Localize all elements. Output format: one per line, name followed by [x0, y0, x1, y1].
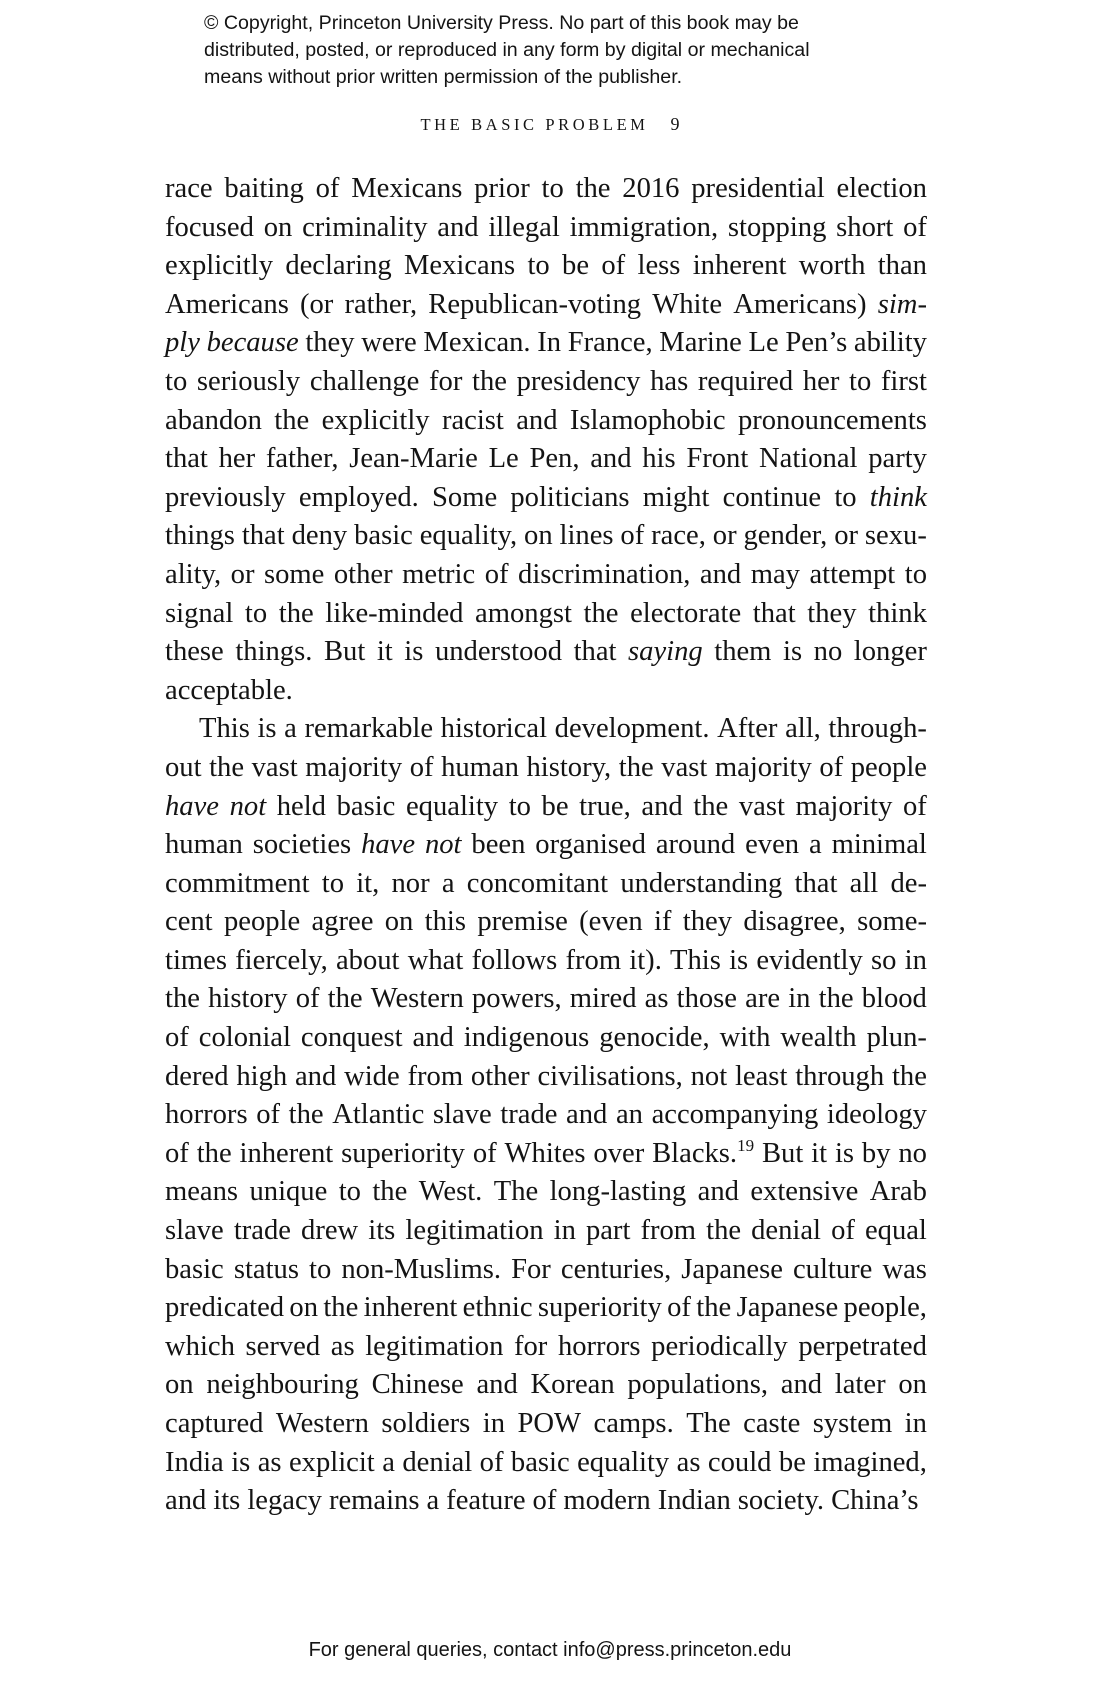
copyright-line: distributed, posted, or reproduced in any form by digital or mechanical — [204, 39, 810, 61]
text-line: previously employed. Some politicians might continue to think — [165, 481, 927, 513]
text-line: out the vast majority of human history, the vast majority of people — [165, 751, 927, 783]
text-line: India is as explicit a denial of basic equality as could be imagined, — [165, 1446, 927, 1478]
text-line: of colonial conquest and indigenous genocide, with wealth plun- — [165, 1022, 927, 1054]
text-line: basic status to non-Muslims. For centuries, Japanese culture was — [165, 1253, 927, 1285]
running-head — [0, 114, 1100, 135]
text-line: abandon the explicitly racist and Islamophobic pronouncements — [165, 404, 927, 436]
text-line: horrors of the Atlantic slave trade and an accompanying ideology — [165, 1099, 927, 1131]
text-line: and its legacy remains a feature of modern Indian society. China’s — [165, 1485, 919, 1517]
copyright-line: means without prior written permission of the publisher. — [204, 66, 683, 88]
text-line: which served as legitimation for horrors periodically perpetrated — [165, 1330, 927, 1362]
footer-contact: For general queries, contact info@press.princeton.edu — [308, 1639, 792, 1661]
text-line: ality, or some other metric of discrimination, and may attempt to — [165, 558, 927, 590]
page-number: 9 — [670, 114, 680, 134]
text-line: explicitly declaring Mexicans to be of less inherent worth than — [165, 250, 927, 282]
text-line: dered high and wide from other civilisations, not least through the — [165, 1060, 927, 1092]
text-line: on neighbouring Chinese and Korean populations, and later on — [165, 1369, 927, 1401]
text-line: the history of the Western powers, mired as those are in the blood — [165, 983, 927, 1015]
footnote-marker: 19 — [737, 1135, 755, 1155]
text-line: these things. But it is understood that saying them is no longer — [165, 636, 927, 668]
text-line: slave trade drew its legitimation in part from the denial of equal — [165, 1215, 927, 1247]
text-line: This is a remarkable historical development. After all, through- — [199, 713, 927, 745]
text-line: to seriously challenge for the presidency has required her to first — [165, 365, 927, 397]
text-line: times fiercely, about what follows from it). This is evidently so in — [165, 944, 927, 976]
text-line: ply because they were Mexican. In France, Marine Le Pen’s ability — [165, 327, 927, 359]
paragraph — [165, 170, 927, 710]
text-line: acceptable. — [165, 674, 293, 706]
text-line: means unique to the West. The long-lasting and extensive Arab — [165, 1176, 927, 1208]
text-line: cent people agree on this premise (even if they disagree, some- — [165, 906, 927, 938]
text-line: Americans (or rather, Republican-voting White Americans) sim- — [165, 288, 927, 320]
paragraph — [165, 710, 927, 1520]
text-line: captured Western soldiers in POW camps. The caste system in — [165, 1408, 927, 1439]
text-line: predicated on the inherent ethnic superiority of the Japanese people, — [165, 1292, 927, 1324]
running-head-title: THE BASIC PROBLEM — [420, 115, 649, 134]
text-line: commitment to it, nor a concomitant understanding that all de- — [165, 867, 927, 899]
text-line: have not held basic equality to be true, and the vast majority of — [165, 790, 927, 822]
body-text — [165, 170, 927, 1521]
text-line: that her father, Jean-Marie Le Pen, and his Front National party — [165, 443, 927, 475]
text-line: focused on criminality and illegal immigration, stopping short of — [165, 211, 927, 243]
text-line: human societies have not been organised around even a minimal — [165, 829, 927, 861]
text-line: things that deny basic equality, on lines of race, or gender, or sexu- — [165, 520, 927, 552]
text-line: of the inherent superiority of Whites over Blacks.$^{19}$ But it is by no — [165, 1135, 927, 1169]
copyright-line: © Copyright, Princeton University Press. No part of this book may be — [204, 12, 799, 34]
text-line: race baiting of Mexicans prior to the 2016 presidential election — [165, 173, 927, 204]
text-line: signal to the like-minded amongst the electorate that they think — [165, 597, 927, 629]
copyright-notice — [204, 10, 1004, 91]
